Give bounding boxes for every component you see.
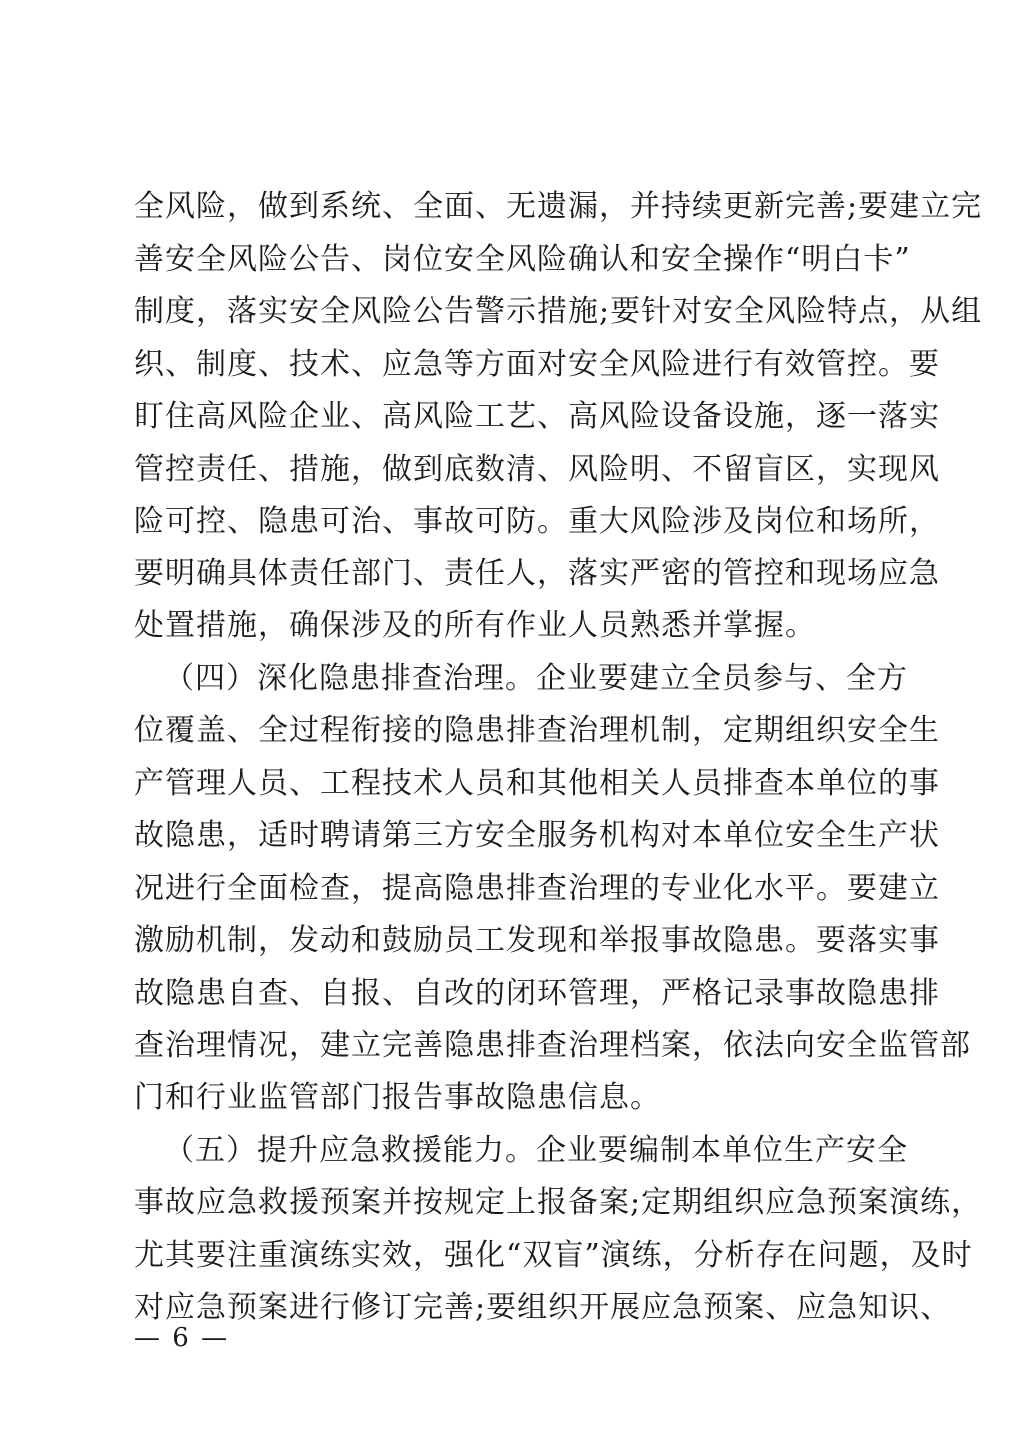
text-line: 对应急预案进行修订完善;要组织开展应急预案、应急知识、 bbox=[134, 1290, 952, 1325]
text-line: 管控责任、措施，做到底数清、风险明、不留盲区，实现风 bbox=[134, 452, 940, 487]
text-line: 故隐患，适时聘请第三方安全服务机构对本单位安全生产状 bbox=[134, 818, 940, 853]
text-line: 险可控、隐患可治、事故可防。重大风险涉及岗位和场所， bbox=[134, 504, 940, 539]
text-line: 善安全风险公告、岗位安全风险确认和安全操作“明白卡” bbox=[134, 242, 911, 277]
text-line: 激励机制，发动和鼓励员工发现和举报事故隐患。要落实事 bbox=[134, 923, 940, 958]
text-line: 尤其要注重演练实效，强化“双盲”演练，分析存在问题，及时 bbox=[134, 1238, 973, 1273]
section-heading-line: （四）深化隐患排查治理。企业要建立全员参与、全方 bbox=[164, 661, 908, 696]
text-line: 盯住高风险企业、高风险工艺、高风险设备设施，逐一落实 bbox=[134, 399, 940, 434]
section-heading-line: （五）提升应急救援能力。企业要编制本单位生产安全 bbox=[164, 1133, 908, 1168]
text-line: 全风险，做到系统、全面、无遗漏，并持续更新完善;要建立完 bbox=[134, 189, 983, 224]
text-line: 门和行业监管部门报告事故隐患信息。 bbox=[134, 1080, 661, 1115]
text-line: 况进行全面检查，提高隐患排查治理的专业化水平。要建立 bbox=[134, 871, 940, 906]
text-line: 查治理情况，建立完善隐患排查治理档案，依法向安全监管部 bbox=[134, 1028, 971, 1063]
text-line: 故隐患自查、自报、自改的闭环管理，严格记录事故隐患排 bbox=[134, 976, 940, 1011]
text-line: 要明确具体责任部门、责任人，落实严密的管控和现场应急 bbox=[134, 556, 940, 591]
text-line: 处置措施，确保涉及的所有作业人员熟悉并掌握。 bbox=[134, 608, 816, 643]
text-line: 制度，落实安全风险公告警示措施;要针对安全风险特点，从组 bbox=[134, 294, 983, 329]
text-line: 产管理人员、工程技术人员和其他相关人员排查本单位的事 bbox=[134, 766, 940, 801]
page-number: — 6 — bbox=[134, 1323, 230, 1353]
text-line: 事故应急救援预案并按规定上报备案;定期组织应急预案演练， bbox=[134, 1185, 983, 1220]
text-line: 织、制度、技术、应急等方面对安全风险进行有效管控。要 bbox=[134, 347, 940, 382]
text-line: 位覆盖、全过程衔接的隐患排查治理机制，定期组织安全生 bbox=[134, 713, 940, 748]
